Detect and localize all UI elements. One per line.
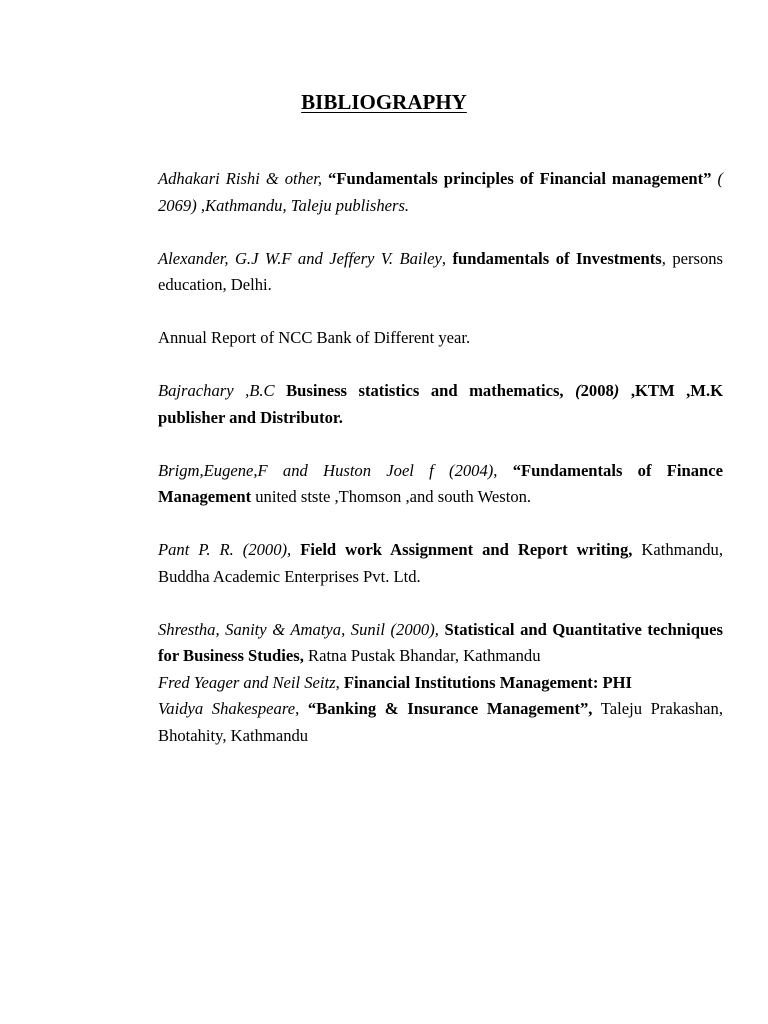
entry-author: Alexander, G.J W.F and Jeffery V. Bailey: [158, 248, 442, 268]
bibliography-entry: [158, 378, 723, 431]
entry-publication: united stste ,Thomson ,and south Weston.: [251, 487, 532, 506]
bibliography-list: [158, 166, 723, 749]
entry-separator: ,: [295, 699, 308, 718]
entry-text: Annual Report of NCC Bank of Different year.: [158, 328, 471, 347]
entry-publication: Kathmandu, Buddha Academic Enterprises Pvt. Ltd.: [158, 540, 723, 586]
entry-author: Brigm,Eugene,F and Huston Joel f (2004),: [158, 460, 513, 480]
bibliography-entry: [158, 670, 723, 697]
entry-paren-open: (: [575, 381, 581, 400]
entry-paren-close: ): [613, 381, 620, 400]
entry-publication: Ratna Pustak Bhandar, Kathmandu: [303, 646, 541, 665]
entry-author: Vaidya Shakespeare: [158, 699, 296, 718]
entry-title: fundamentals of Investments: [452, 248, 662, 268]
bibliography-entry: [158, 325, 723, 352]
bibliography-entry: [158, 537, 723, 590]
page-title: BIBLIOGRAPHY: [301, 90, 467, 114]
bibliography-entry: [158, 166, 723, 219]
entry-title: “Fundamentals principles of Financial management”: [328, 169, 712, 188]
bibliography-entry: [158, 458, 723, 511]
entry-title: “Banking & Insurance Management”,: [307, 699, 593, 718]
entry-publication: Taleju Prakashan, Bhotahity, Kathmandu: [158, 699, 723, 745]
entry-publication: ( 2069) ,Kathmandu, Taleju publishers.: [158, 169, 723, 215]
entry-publication: ,KTM ,M.K publisher and Distributor.: [158, 381, 723, 427]
bibliography-entry: [158, 696, 723, 749]
entry-separator: ,: [441, 248, 453, 268]
entry-title: Statistical and Quantitative techniques for Business Studies,: [158, 619, 723, 665]
entry-publication: , persons education, Delhi.: [158, 248, 724, 294]
entry-title: Field work Assignment and Report writing,: [300, 540, 633, 559]
entry-author: Fred Yeager and Neil Seitz: [158, 672, 336, 692]
entry-title: Business statistics and mathematics,: [286, 381, 576, 400]
entry-separator: ,: [335, 672, 344, 692]
entry-author: Adhakari Rishi & other,: [158, 169, 329, 188]
bibliography-entry: [158, 617, 723, 670]
entry-title: Financial Institutions Management: PHI: [343, 672, 633, 692]
entry-author: Shrestha, Sanity & Amatya, Sunil (2000),: [158, 619, 445, 639]
entry-title: “Fundamentals of Finance Management: [158, 460, 723, 506]
entry-year: 2008: [580, 381, 614, 400]
entry-author: Pant P. R. (2000),: [158, 540, 301, 559]
entry-author: Bajrachary ,B.C: [158, 381, 287, 400]
bibliography-entry: [158, 246, 723, 299]
